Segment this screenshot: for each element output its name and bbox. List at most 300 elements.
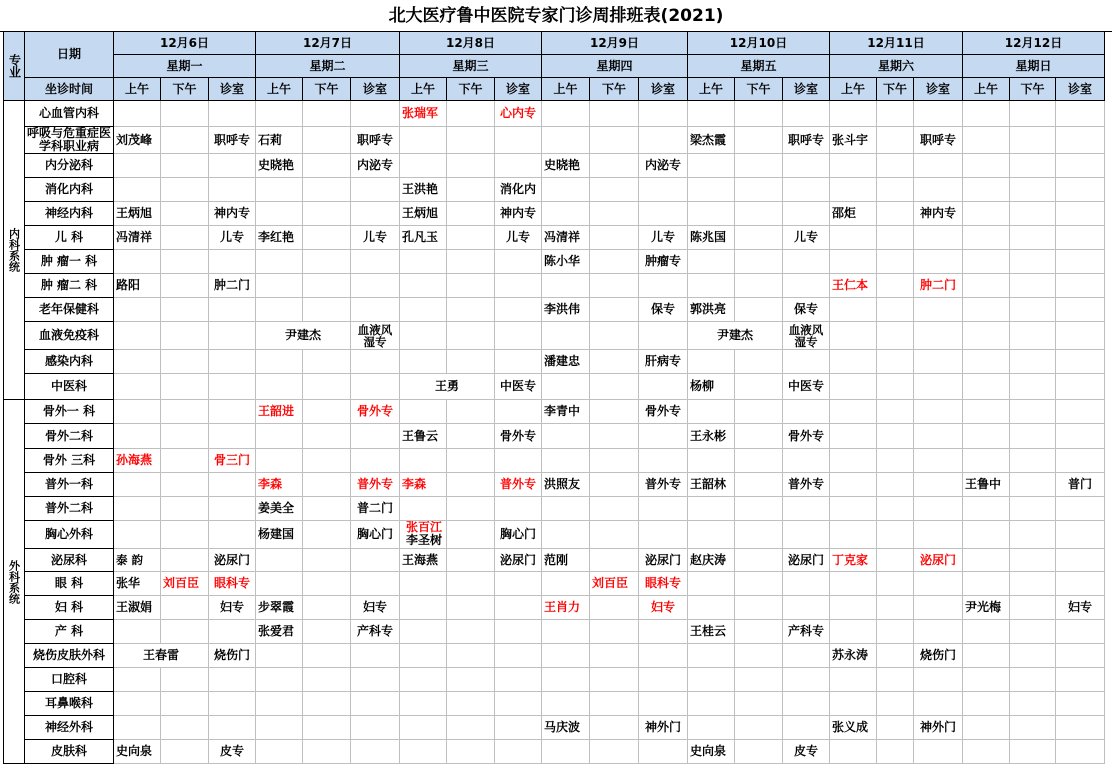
doctor-cell: 孙海燕 <box>114 449 161 473</box>
empty-cell <box>209 497 256 521</box>
empty-cell <box>590 178 639 202</box>
empty-cell <box>161 692 209 716</box>
empty-cell <box>400 250 447 274</box>
empty-cell <box>639 692 688 716</box>
room-cell: 肿二门 <box>209 274 256 298</box>
empty-cell <box>161 374 209 400</box>
empty-cell <box>256 572 303 596</box>
room-cell: 肝病专 <box>639 350 688 374</box>
empty-cell <box>963 374 1010 400</box>
empty-cell <box>914 521 963 549</box>
pm-header: 下午 <box>877 78 914 101</box>
empty-cell <box>735 521 783 549</box>
empty-cell <box>303 521 351 549</box>
empty-cell <box>783 400 830 424</box>
empty-cell <box>303 250 351 274</box>
empty-cell <box>303 692 351 716</box>
room-cell: 胸心门 <box>495 521 542 549</box>
empty-cell <box>963 127 1010 154</box>
doctor-cell: 赵庆涛 <box>688 549 735 572</box>
empty-cell <box>783 350 830 374</box>
pm-header: 下午 <box>161 78 209 101</box>
room-cell: 神外门 <box>639 716 688 740</box>
empty-cell <box>914 178 963 202</box>
empty-cell <box>830 374 877 400</box>
room-cell: 血液风湿专 <box>783 322 830 350</box>
room-cell: 肿瘤专 <box>639 250 688 274</box>
empty-cell <box>877 127 914 154</box>
empty-cell <box>735 572 783 596</box>
doctor-cell: 尹建杰 <box>688 322 783 350</box>
empty-cell <box>1010 521 1056 549</box>
empty-cell <box>688 178 735 202</box>
empty-cell <box>495 644 542 668</box>
empty-cell <box>303 572 351 596</box>
room-cell: 眼科专 <box>209 572 256 596</box>
empty-cell <box>735 692 783 716</box>
empty-cell <box>161 298 209 322</box>
empty-cell <box>639 521 688 549</box>
empty-cell <box>256 298 303 322</box>
empty-cell <box>1010 716 1056 740</box>
room-cell: 眼科专 <box>639 572 688 596</box>
empty-cell <box>1056 572 1105 596</box>
doctor-cell: 史向泉 <box>114 740 161 764</box>
department-name: 神经外科 <box>25 716 114 740</box>
empty-cell <box>542 127 590 154</box>
empty-cell <box>914 473 963 497</box>
doctor-cell: 王洪艳 <box>400 178 447 202</box>
am-header: 上午 <box>688 78 735 101</box>
doctor-cell: 王海燕 <box>400 549 447 572</box>
empty-cell <box>303 274 351 298</box>
empty-cell <box>735 400 783 424</box>
doctor-cell: 刘茂峰 <box>114 127 161 154</box>
doctor-cell: 史晓艳 <box>256 154 303 178</box>
empty-cell <box>830 668 877 692</box>
empty-cell <box>1056 400 1105 424</box>
doctor-cell: 尹建杰 <box>256 322 351 350</box>
doctor-cell: 张瑞军 <box>400 101 447 127</box>
empty-cell <box>830 154 877 178</box>
empty-cell <box>590 400 639 424</box>
empty-cell <box>639 274 688 298</box>
empty-cell <box>590 154 639 178</box>
empty-cell <box>963 497 1010 521</box>
empty-cell <box>1056 549 1105 572</box>
empty-cell <box>209 716 256 740</box>
empty-cell <box>1056 497 1105 521</box>
empty-cell <box>400 716 447 740</box>
doctor-cell: 潘建忠 <box>542 350 590 374</box>
empty-cell <box>447 226 495 250</box>
department-name: 烧伤皮肤外科 <box>25 644 114 668</box>
room-cell: 消化内 <box>495 178 542 202</box>
empty-cell <box>590 127 639 154</box>
empty-cell <box>1010 400 1056 424</box>
empty-cell <box>495 154 542 178</box>
empty-cell <box>114 374 161 400</box>
empty-cell <box>735 298 783 322</box>
day-date: 12月11日 <box>830 32 963 55</box>
empty-cell <box>114 350 161 374</box>
empty-cell <box>161 668 209 692</box>
empty-cell <box>1010 473 1056 497</box>
department-name: 眼 科 <box>25 572 114 596</box>
room-cell: 普外专 <box>495 473 542 497</box>
day-weekday: 星期日 <box>963 55 1105 78</box>
empty-cell <box>114 424 161 449</box>
empty-cell <box>209 350 256 374</box>
room-cell: 儿专 <box>351 226 400 250</box>
empty-cell <box>877 740 914 764</box>
empty-cell <box>688 250 735 274</box>
empty-cell <box>400 668 447 692</box>
empty-cell <box>495 127 542 154</box>
empty-cell <box>1056 322 1105 350</box>
empty-cell <box>590 549 639 572</box>
empty-cell <box>830 298 877 322</box>
empty-cell <box>351 101 400 127</box>
empty-cell <box>590 374 639 400</box>
doctor-cell: 尹光梅 <box>963 596 1010 620</box>
empty-cell <box>877 322 914 350</box>
empty-cell <box>495 668 542 692</box>
empty-cell <box>1056 692 1105 716</box>
doctor-cell: 李森 <box>400 473 447 497</box>
department-name: 老年保健科 <box>25 298 114 322</box>
empty-cell <box>830 322 877 350</box>
empty-cell <box>495 692 542 716</box>
room-cell: 职呼专 <box>914 127 963 154</box>
empty-cell <box>114 668 161 692</box>
room-cell: 神内专 <box>914 202 963 226</box>
empty-cell <box>877 668 914 692</box>
empty-cell <box>351 374 400 400</box>
empty-cell <box>735 424 783 449</box>
empty-cell <box>639 424 688 449</box>
empty-cell <box>400 274 447 298</box>
empty-cell <box>495 400 542 424</box>
empty-cell <box>877 449 914 473</box>
empty-cell <box>447 449 495 473</box>
doctor-cell: 马庆波 <box>542 716 590 740</box>
doctor-cell: 姜美全 <box>256 497 303 521</box>
empty-cell <box>114 692 161 716</box>
empty-cell <box>590 668 639 692</box>
empty-cell <box>161 154 209 178</box>
room-cell: 血液风湿专 <box>351 322 400 350</box>
room-cell: 普二门 <box>351 497 400 521</box>
doctor-cell: 王韶进 <box>256 400 303 424</box>
empty-cell <box>1056 250 1105 274</box>
empty-cell <box>114 497 161 521</box>
empty-cell <box>256 101 303 127</box>
department-name: 产 科 <box>25 620 114 644</box>
empty-cell <box>1010 202 1056 226</box>
empty-cell <box>209 250 256 274</box>
empty-cell <box>688 350 735 374</box>
empty-cell <box>1010 127 1056 154</box>
empty-cell <box>447 497 495 521</box>
empty-cell <box>495 596 542 620</box>
empty-cell <box>447 154 495 178</box>
doctor-cell: 石莉 <box>256 127 303 154</box>
empty-cell <box>542 572 590 596</box>
doctor-cell: 孔凡玉 <box>400 226 447 250</box>
department-name: 口腔科 <box>25 668 114 692</box>
empty-cell <box>639 374 688 400</box>
empty-cell <box>914 740 963 764</box>
room-cell: 神外门 <box>914 716 963 740</box>
empty-cell <box>161 127 209 154</box>
empty-cell <box>303 620 351 644</box>
empty-cell <box>914 250 963 274</box>
empty-cell <box>877 250 914 274</box>
empty-cell <box>542 740 590 764</box>
empty-cell <box>351 668 400 692</box>
empty-cell <box>351 424 400 449</box>
empty-cell <box>963 178 1010 202</box>
room-cell: 肿二门 <box>914 274 963 298</box>
room-cell: 泌尿门 <box>209 549 256 572</box>
empty-cell <box>1056 101 1105 127</box>
empty-cell <box>830 596 877 620</box>
department-name: 皮肤科 <box>25 740 114 764</box>
empty-cell <box>495 620 542 644</box>
empty-cell <box>495 572 542 596</box>
empty-cell <box>688 521 735 549</box>
doctor-cell: 王炳旭 <box>114 202 161 226</box>
room-cell: 妇专 <box>209 596 256 620</box>
empty-cell <box>914 620 963 644</box>
doctor-cell: 张爱君 <box>256 620 303 644</box>
department-name: 消化内科 <box>25 178 114 202</box>
room-cell: 儿专 <box>783 226 830 250</box>
empty-cell <box>495 298 542 322</box>
department-name: 耳鼻喉科 <box>25 692 114 716</box>
pm-header: 下午 <box>735 78 783 101</box>
group-label: 外科系统 <box>3 400 25 764</box>
empty-cell <box>963 740 1010 764</box>
doctor-cell: 陈小华 <box>542 250 590 274</box>
empty-cell <box>400 400 447 424</box>
empty-cell <box>351 740 400 764</box>
department-name: 血液免疫科 <box>25 322 114 350</box>
doctor-cell: 杨柳 <box>688 374 735 400</box>
room-cell: 骨外专 <box>783 424 830 449</box>
doctor-cell: 史晓艳 <box>542 154 590 178</box>
empty-cell <box>114 250 161 274</box>
room-cell: 心内专 <box>495 101 542 127</box>
empty-cell <box>161 596 209 620</box>
empty-cell <box>161 202 209 226</box>
empty-cell <box>783 596 830 620</box>
doctor-cell: 李洪伟 <box>542 298 590 322</box>
empty-cell <box>351 692 400 716</box>
empty-cell <box>1056 521 1105 549</box>
empty-cell <box>783 521 830 549</box>
empty-cell <box>639 497 688 521</box>
empty-cell <box>1056 644 1105 668</box>
empty-cell <box>400 596 447 620</box>
empty-cell <box>735 374 783 400</box>
empty-cell <box>590 740 639 764</box>
empty-cell <box>963 154 1010 178</box>
department-name: 内分泌科 <box>25 154 114 178</box>
empty-cell <box>914 668 963 692</box>
empty-cell <box>114 178 161 202</box>
empty-cell <box>1010 740 1056 764</box>
department-name: 神经内科 <box>25 202 114 226</box>
department-name: 呼吸与危重症医学科职业病 <box>25 127 114 154</box>
doctor-cell: 王鲁云 <box>400 424 447 449</box>
doctor-cell: 邵炬 <box>830 202 877 226</box>
empty-cell <box>830 424 877 449</box>
doctor-cell: 王韶林 <box>688 473 735 497</box>
empty-cell <box>963 692 1010 716</box>
empty-cell <box>209 620 256 644</box>
empty-cell <box>688 692 735 716</box>
empty-cell <box>914 497 963 521</box>
empty-cell <box>590 350 639 374</box>
empty-cell <box>256 644 303 668</box>
empty-cell <box>447 127 495 154</box>
empty-cell <box>351 298 400 322</box>
department-name: 泌尿科 <box>25 549 114 572</box>
empty-cell <box>877 620 914 644</box>
empty-cell <box>351 549 400 572</box>
room-cell: 妇专 <box>1056 596 1105 620</box>
empty-cell <box>256 274 303 298</box>
department-name: 骨外二科 <box>25 424 114 449</box>
room-header: 诊室 <box>495 78 542 101</box>
empty-cell <box>114 521 161 549</box>
empty-cell <box>688 202 735 226</box>
empty-cell <box>303 668 351 692</box>
empty-cell <box>1056 424 1105 449</box>
empty-cell <box>351 202 400 226</box>
room-cell: 职呼专 <box>783 127 830 154</box>
room-header: 诊室 <box>351 78 400 101</box>
pm-header: 下午 <box>303 78 351 101</box>
empty-cell <box>1010 644 1056 668</box>
department-name: 骨外 三科 <box>25 449 114 473</box>
empty-cell <box>1056 127 1105 154</box>
empty-cell <box>735 154 783 178</box>
empty-cell <box>400 298 447 322</box>
room-cell: 产科专 <box>351 620 400 644</box>
empty-cell <box>542 424 590 449</box>
pm-header: 下午 <box>447 78 495 101</box>
department-name: 心血管内科 <box>25 101 114 127</box>
empty-cell <box>914 572 963 596</box>
empty-cell <box>688 154 735 178</box>
empty-cell <box>783 101 830 127</box>
empty-cell <box>963 716 1010 740</box>
empty-cell <box>447 620 495 644</box>
empty-cell <box>447 596 495 620</box>
empty-cell <box>1056 154 1105 178</box>
room-cell: 内泌专 <box>639 154 688 178</box>
empty-cell <box>590 101 639 127</box>
doctor-cell: 苏永涛 <box>830 644 877 668</box>
empty-cell <box>735 596 783 620</box>
empty-cell <box>914 101 963 127</box>
empty-cell <box>209 322 256 350</box>
empty-cell <box>1056 274 1105 298</box>
day-weekday: 星期一 <box>114 55 256 78</box>
empty-cell <box>209 424 256 449</box>
empty-cell <box>914 400 963 424</box>
empty-cell <box>1056 226 1105 250</box>
doctor-cell: 杨建国 <box>256 521 303 549</box>
empty-cell <box>590 250 639 274</box>
empty-cell <box>877 298 914 322</box>
empty-cell <box>830 572 877 596</box>
doctor-cell: 王鲁中 <box>963 473 1010 497</box>
empty-cell <box>1056 178 1105 202</box>
empty-cell <box>877 521 914 549</box>
empty-cell <box>495 716 542 740</box>
empty-cell <box>639 620 688 644</box>
empty-cell <box>303 473 351 497</box>
empty-cell <box>1010 424 1056 449</box>
empty-cell <box>639 101 688 127</box>
empty-cell <box>542 274 590 298</box>
empty-cell <box>1056 374 1105 400</box>
day-weekday: 星期六 <box>830 55 963 78</box>
empty-cell <box>114 473 161 497</box>
department-name: 胸心外科 <box>25 521 114 549</box>
empty-cell <box>1056 716 1105 740</box>
empty-cell <box>830 250 877 274</box>
empty-cell <box>877 549 914 572</box>
doctor-cell: 梁杰霞 <box>688 127 735 154</box>
empty-cell <box>161 620 209 644</box>
pm-header: 下午 <box>1010 78 1056 101</box>
empty-cell <box>495 274 542 298</box>
empty-cell <box>351 449 400 473</box>
doctor-cell: 李红艳 <box>256 226 303 250</box>
empty-cell <box>914 298 963 322</box>
empty-cell <box>735 549 783 572</box>
empty-cell <box>447 250 495 274</box>
empty-cell <box>542 644 590 668</box>
empty-cell <box>1010 298 1056 322</box>
empty-cell <box>161 350 209 374</box>
day-weekday: 星期三 <box>400 55 542 78</box>
empty-cell <box>735 716 783 740</box>
room-cell: 骨外专 <box>495 424 542 449</box>
empty-cell <box>303 154 351 178</box>
empty-cell <box>447 400 495 424</box>
empty-cell <box>877 374 914 400</box>
empty-cell <box>688 400 735 424</box>
empty-cell <box>303 644 351 668</box>
empty-cell <box>1056 449 1105 473</box>
doctor-cell: 王桂云 <box>688 620 735 644</box>
empty-cell <box>783 202 830 226</box>
empty-cell <box>495 322 542 350</box>
empty-cell <box>914 154 963 178</box>
empty-cell <box>830 740 877 764</box>
empty-cell <box>590 298 639 322</box>
empty-cell <box>783 154 830 178</box>
empty-cell <box>447 644 495 668</box>
empty-cell <box>590 449 639 473</box>
doctor-cell: 张斗宇 <box>830 127 877 154</box>
